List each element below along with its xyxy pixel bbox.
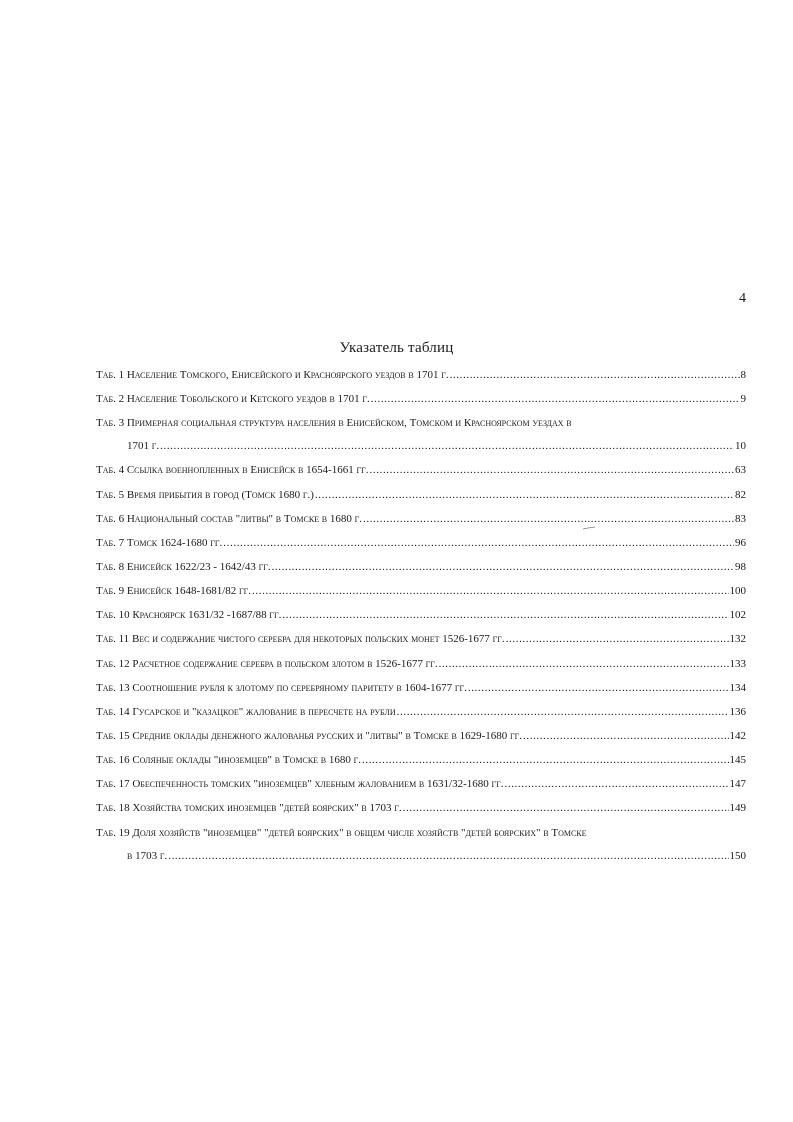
toc-entry-label: Таб. 19 [96,826,130,839]
toc-entry-label: Таб. 15 [96,729,130,742]
dot-leader [397,705,729,719]
toc-entry-line [96,392,746,406]
toc-entry [96,536,746,550]
dot-leader [505,777,729,791]
toc-entry-title: Примерная социальная структура населения в Енисейском, Томском и Красноярском уездах в [126,417,572,430]
toc-entry-title: Енисейск 1622/23 - 1642/43 гг. [126,560,271,573]
toc-entry-page: 63 [735,464,746,477]
toc-entry-label: Таб. 6 [96,512,125,525]
toc-entry [96,632,746,646]
toc-entry [96,681,746,695]
toc-entry-title: Население Тобольского и Кетского уездов в 1701 г. [126,393,370,406]
toc-entry-line [96,560,746,574]
dot-leader [439,657,729,671]
dot-leader [160,439,734,453]
toc-entry [96,512,746,526]
toc-entry-page: 133 [729,657,746,670]
toc-entry-page: 10 [735,440,746,453]
toc-entry-title: Енисейск 1648-1681/82 гг. [126,585,252,598]
toc-entry-label: Таб. 8 [96,560,125,573]
toc-entry-title: Томск 1624-1680 гг. [126,536,223,549]
toc-entry-title-continued: в 1703 г. [127,849,168,862]
toc-entry-label: Таб. 16 [96,754,130,767]
toc-entry [96,777,746,791]
toc-entry-page: 82 [735,488,746,501]
toc-entry-title: Расчетное содержание серебра в польском злотом в 1526-1677 гг. [132,657,438,670]
toc-entry-title: Соляные оклады "иноземцев" в Томске в 1680 г. [132,754,361,767]
toc-entry [96,705,746,719]
dot-leader [362,753,729,767]
toc-entry-label: Таб. 2 [96,393,125,406]
dot-leader [450,368,740,382]
toc-entry-line [96,488,746,502]
toc-entry-title: Красноярск 1631/32 -1687/88 гг. [132,609,282,622]
toc-entry-line [96,632,746,646]
toc-entry-label: Таб. 14 [96,705,130,718]
toc-entry-page: 147 [729,778,746,791]
toc-entry-title: Соотношение рубля к злотому по серебряному паритету в 1604-1677 гг. [132,681,467,694]
toc-entry-label: Таб. 17 [96,778,130,791]
dot-leader [272,560,734,574]
dot-leader [523,729,728,743]
toc-entry-line [96,463,746,477]
toc-entry [96,608,746,622]
toc-entry [96,801,746,815]
dot-leader [223,536,734,550]
toc-entry-title: Гусарское и "казацкое" жалование в пересчете на рубли [132,705,396,718]
toc-entry-line [96,849,746,863]
toc-entry [96,416,746,453]
toc-entry-page: 142 [729,729,746,742]
toc-entry-page: 132 [729,633,746,646]
toc-entry-title: Население Томского, Енисейского и Красноярского уездов в 1701 г. [126,369,449,381]
toc-entry [96,657,746,671]
toc-entry-line [96,584,746,598]
toc-entry [96,392,746,406]
toc-entry-line [96,753,746,767]
dot-leader [506,632,729,646]
toc-entry-title: Хозяйства томских иноземцев "детей боярских" в 1703 г. [132,802,402,815]
toc-entry-label: Таб. 18 [96,802,130,815]
toc-entry-label: Таб. 3 [96,417,125,430]
toc-entry-label: Таб. 9 [96,585,125,598]
toc-entry-label: Таб. 11 [96,633,130,646]
toc-entry-page: 8 [740,369,746,381]
toc-entry-line [96,826,746,840]
toc-entry [96,368,746,382]
dot-leader [468,681,729,695]
toc-entry-line [96,657,746,671]
index-title: Указатель таблиц [339,340,454,356]
stray-pen-mark [582,526,596,530]
table-index-list [96,368,746,873]
toc-entry-page: 96 [735,536,746,549]
toc-entry [96,560,746,574]
toc-entry-page: 149 [729,802,746,815]
toc-entry-label: Таб. 7 [96,536,125,549]
dot-leader [403,801,729,815]
toc-entry-page: 83 [735,512,746,525]
toc-entry-line [96,512,746,526]
toc-entry-line [96,608,746,622]
toc-entry-line [96,729,746,743]
page-number: 4 [739,291,746,306]
toc-entry-title: Вес и содержание чистого серебра для некоторых польских монет 1526-1677 гг. [131,633,505,646]
toc-entry-page: 136 [729,705,746,718]
dot-leader [363,512,734,526]
dot-leader [282,608,728,622]
toc-entry [96,826,746,863]
toc-entry-label: Таб. 10 [96,609,130,622]
toc-entry-page: 100 [729,585,746,598]
toc-entry-label: Таб. 12 [96,657,130,670]
toc-entry-line [96,416,746,430]
toc-entry-label: Таб. 5 [96,488,125,501]
toc-entry-title: Национальный состав "литвы" в Томске в 1680 г. [126,512,362,525]
toc-entry-line [96,801,746,815]
dot-leader [315,488,734,502]
toc-entry [96,753,746,767]
toc-entry-title: Время прибытия в город (Томск 1680 г.) [126,488,314,501]
toc-entry-label: Таб. 4 [96,464,125,477]
toc-entry-page: 98 [735,560,746,573]
toc-entry-title-continued: 1701 г. [127,440,160,453]
toc-entry-title: Обеспеченность томских "иноземцев" хлебным жалованием в 1631/32-1680 гг. [132,778,504,791]
toc-entry-page: 102 [729,609,746,622]
toc-entry-title: Доля хозяйств "иноземцев" "детей боярских" в общем числе хозяйств "детей боярских" в Томске [132,826,587,839]
toc-entry-label: Таб. 13 [96,681,130,694]
toc-entry-page: 145 [729,754,746,767]
toc-entry [96,488,746,502]
toc-entry-page: 9 [740,393,746,406]
toc-entry-line [96,777,746,791]
dot-leader [371,392,740,406]
toc-entry-title: Ссылка военнопленных в Енисейск в 1654-1661 гг. [126,464,369,477]
dot-leader [252,584,728,598]
dot-leader [168,849,728,863]
toc-entry-line [96,368,746,382]
toc-entry [96,463,746,477]
toc-entry [96,584,746,598]
toc-entry-line [96,681,746,695]
toc-entry-page: 134 [729,681,746,694]
dot-leader [370,463,734,477]
toc-entry-page: 150 [729,849,746,862]
toc-entry-title: Средние оклады денежного жалованья русских и "литвы" в Томске в 1629-1680 гг. [132,729,523,742]
toc-entry-label: Таб. 1 [96,369,125,381]
toc-entry-line [96,439,746,453]
toc-entry-line [96,705,746,719]
toc-entry [96,729,746,743]
toc-entry-line [96,536,746,550]
